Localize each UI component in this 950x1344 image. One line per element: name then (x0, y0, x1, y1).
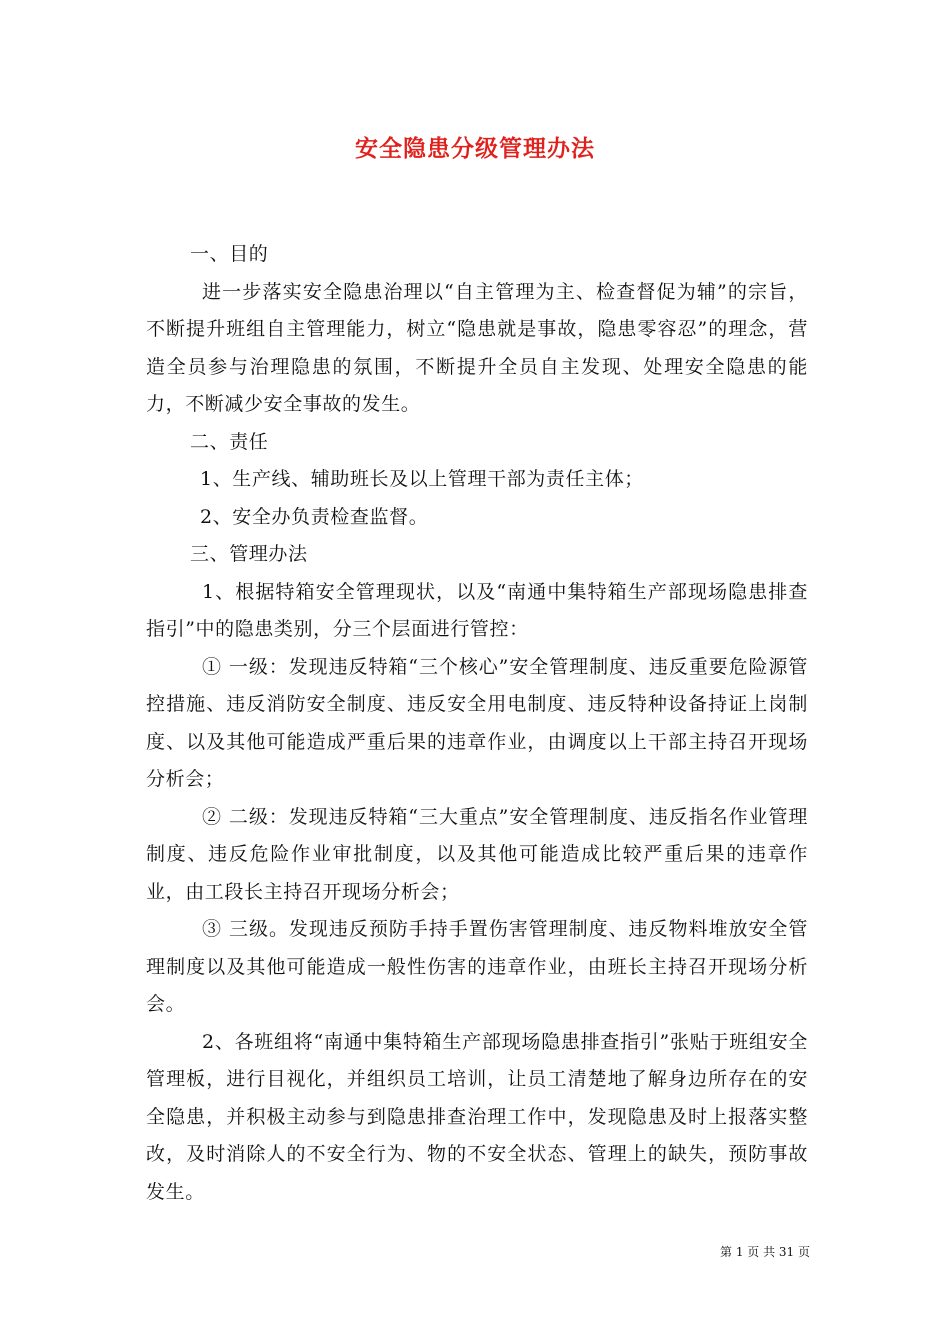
section-heading-responsibility: 二、责任 (190, 430, 269, 453)
management-item-2: 2、各班组将“南通中集特箱生产部现场隐患排查指引”张贴于班组安全管理板，进行目视化，并组织员工培训，让员工清楚地了解身边所存在的安全隐患，并积极主动参与到隐患排查治理工作中，发现隐患及时上报落实整改，及时消除人的不安全行为、物的不安全状态、管理上的缺失，预防事故发生。 (146, 1030, 808, 1203)
management-item-1: 1、根据特箱安全管理现状，以及“南通中集特箱生产部现场隐患排查指引”中的隐患类别，分三个层面进行管控： (146, 580, 808, 640)
paragraph-purpose: 进一步落实安全隐患治理以“自主管理为主、检查督促为辅”的宗旨，不断提升班组自主管理能力，树立“隐患就是事故，隐患零容忍”的理念，营造全员参与治理隐患的氛围，不断提升全员自主发现、处理安全隐患的能力，不断减少安全事故的发生。 (146, 280, 808, 415)
responsibility-item-1: 1、生产线、辅助班长及以上管理干部为责任主体； (200, 468, 644, 490)
management-level-2: ② 二级：发现违反特箱“三大重点”安全管理制度、违反指名作业管理制度、违反危险作业审批制度，以及其他可能造成比较严重后果的违章作业，由工段长主持召开现场分析会； (146, 805, 808, 903)
management-level-3: ③ 三级。发现违反预防手持手置伤害管理制度、违反物料堆放安全管理制度以及其他可能造成一般性伤害的违章作业，由班长主持召开现场分析会。 (146, 918, 808, 1015)
management-level-1: ① 一级：发现违反特箱“三个核心”安全管理制度、违反重要危险源管控措施、违反消防安全制度、违反安全用电制度、违反特种设备持证上岗制度、以及其他可能造成严重后果的违章作业，由调度以上干部主持召开现场分析会； (146, 655, 808, 790)
document-body (146, 236, 808, 1211)
responsibility-item-2: 2、安全办负责检查监督。 (200, 505, 429, 528)
document-title: 安全隐患分级管理办法 (355, 135, 595, 162)
section-heading-purpose: 一、目的 (190, 243, 269, 265)
section-heading-management: 三、管理办法 (190, 543, 308, 565)
page-number-footer: 第 1 页 共 31 页 (720, 1245, 810, 1259)
